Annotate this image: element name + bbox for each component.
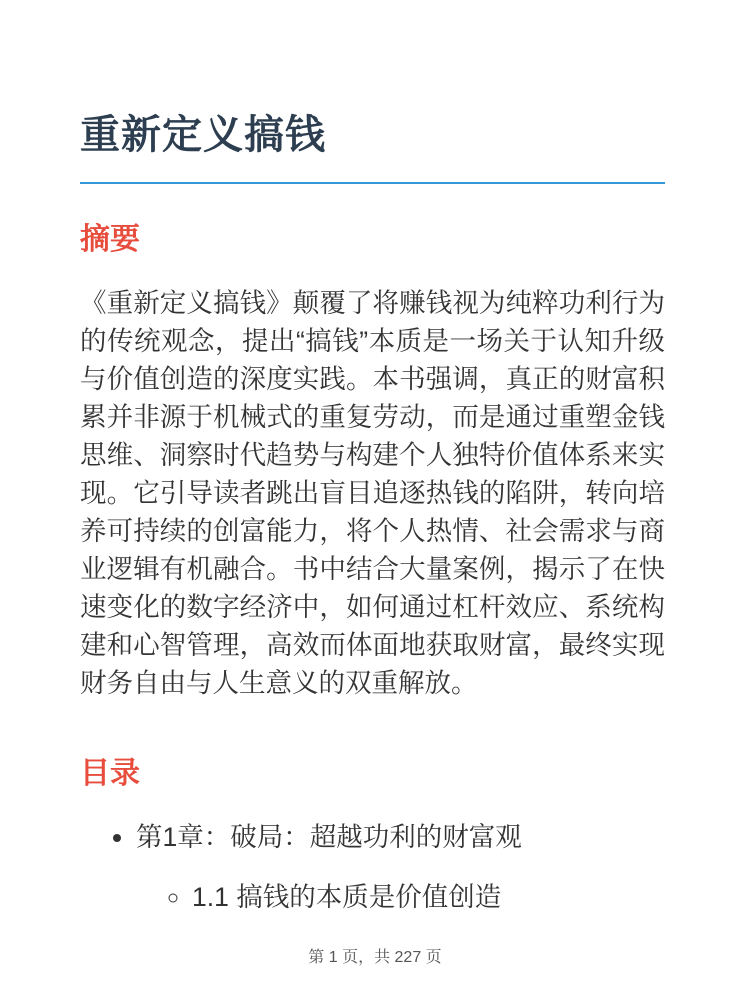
toc-item-chapter-1 bbox=[136, 818, 665, 916]
document-title: 重新定义搞钱 bbox=[80, 112, 665, 184]
toc-list bbox=[80, 818, 665, 916]
page-number-indicator: 第 1 页，共 227 页 bbox=[308, 949, 442, 966]
toc-item-section-1-1-label: 1.1 搞钱的本质是价值创造 bbox=[192, 882, 502, 912]
toc-item-section-1-1 bbox=[192, 878, 665, 916]
abstract-heading: 摘要 bbox=[80, 223, 140, 256]
abstract-paragraph: 《重新定义搞钱》颠覆了将赚钱视为纯粹功利行为的传统观念，提出“搞钱”本质是一场关于认知升级与价值创造的深度实践。本书强调，真正的财富积累并非源于机械式的重复劳动，而是通过重塑金钱思维、洞察时代趋势与构建个人独特价值体系来实现。它引导读者跳出盲目追逐热钱的陷阱，转向培养可持续的创富能力，将个人热情、社会需求与商业逻辑有机融合。书中结合大量案例，揭示了在快速变化的数字经济中，如何通过杠杆效应、系统构建和心智管理，高效而体面地获取财富，最终实现财务自由与人生意义的双重解放。 bbox=[80, 288, 665, 698]
toc-item-chapter-1-label: 第1章：破局：超越功利的财富观 bbox=[136, 822, 522, 852]
toc-heading: 目录 bbox=[80, 757, 140, 790]
toc-sublist-chapter-1 bbox=[136, 878, 665, 916]
